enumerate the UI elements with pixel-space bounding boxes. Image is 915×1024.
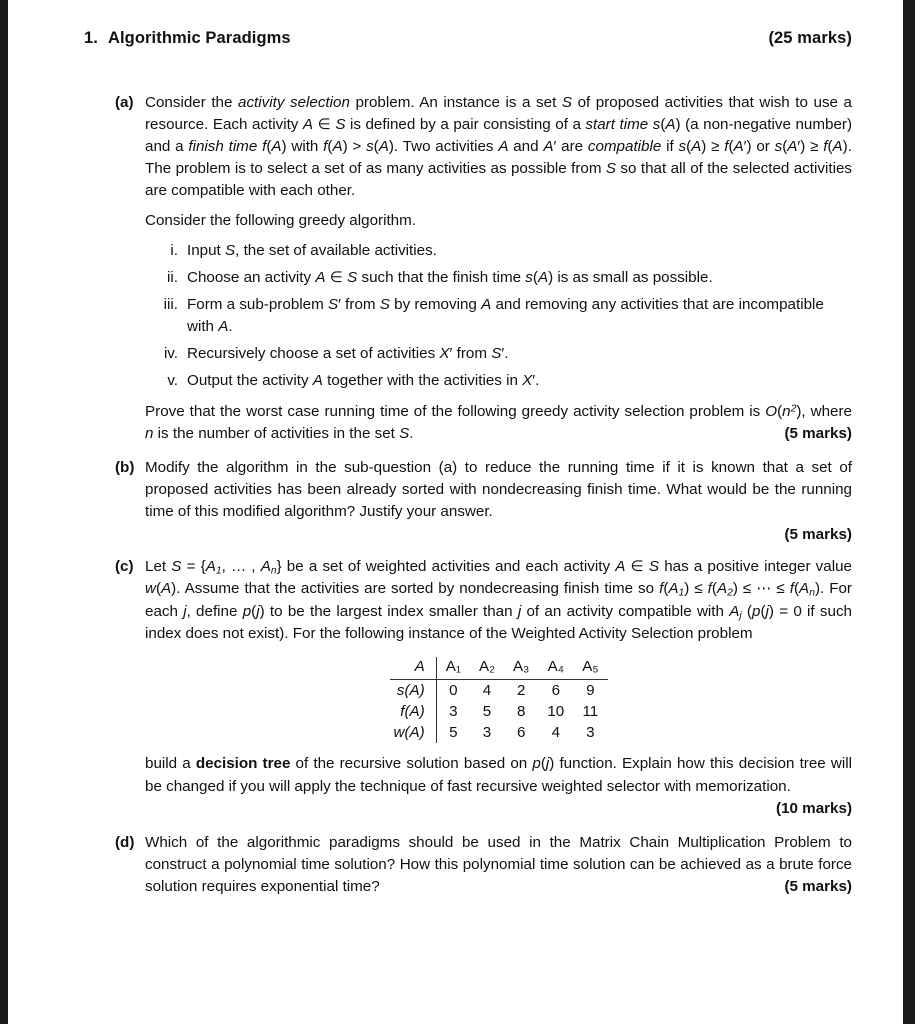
scan-edge-left [0,0,8,1024]
list-item [145,294,852,338]
scan-edge-right [903,0,915,1024]
table-col-header: A₁ [445,658,461,676]
part-a-label: (a) [115,94,134,111]
list-item [145,343,852,365]
table-cell: 2 [516,681,526,699]
table-row-label: f(A) [390,702,437,723]
table-cell: 8 [516,702,526,720]
table-cell: 3 [482,723,492,741]
step-numeral: ii. [167,268,178,286]
step-numeral: iii. [163,295,178,313]
part-a-marks: (5 marks) [784,425,852,443]
table-cell: 5 [449,723,458,741]
table-cell: 0 [449,681,458,699]
list-item [145,267,852,289]
part-d-paragraph [145,832,852,898]
part-b [115,457,852,546]
part-b-marks: (5 marks) [784,525,852,543]
table-cell: 11 [582,702,599,720]
table-cell: 6 [516,723,526,741]
table-corner-label: A [390,657,437,679]
table-cell: 4 [551,723,561,741]
list-item [145,370,852,392]
part-b-paragraph: Modify the algorithm in the sub-question (a) to reduce the running time if it is known that a set of proposed activities has been already sorted with nondecreasing finish time. What would be the running time of this modified algorithm? Justify your answer. [145,458,852,520]
step-text: Form a sub-problem S′ from S by removing A and removing any activities that are incompatible with A. [187,295,824,335]
part-a [115,92,852,446]
part-c-paragraph-1: Let $S = \{A_1$, … , $A_n$} be a set of weighted activities and each activity A ∈ S has a positive integer value w(A). Assume that the activities are sorted by nondecreasing finish time so $f(A_1) \le f(A_2)$ ≤ ⋯ ≤ $f(A_n)$. For each j, define p(j) to be the largest index smaller than j of an activity compatible with $A_j$ (p(j) = 0 if such index does not exist). For the following instance of the Weighted Activity Selection problem [145,557,852,642]
part-c-paragraph-2 [145,753,852,817]
part-c-decision-tree-text: build a decision tree of the recursive solution based on p(j) function. Explain how this decision tree will be changed if you will apply the technique of fast recursive weighted selector with memorization. [145,755,852,795]
table-row-label: s(A) [390,679,437,701]
step-text: Recursively choose a set of activities X′ from S′. [187,345,509,363]
part-a-paragraph-2: Consider the following greedy algorithm. [145,211,416,229]
step-text: Input S, the set of available activities. [187,241,437,259]
activity-table [390,657,608,743]
question-total-marks: (25 marks) [768,29,852,47]
part-c-marks: (10 marks) [776,799,852,817]
part-a-prove-text: Prove that the worst case running time of the following greedy activity selection problem is $O(n^2)$, where n is the number of activities in the set S. [145,403,852,443]
step-text: Output the activity A together with the activities in X′. [187,372,540,390]
list-item [145,240,852,262]
table-header-row [390,657,608,679]
step-numeral: v. [167,372,178,390]
table-cell: 6 [551,681,561,699]
table-row [390,702,608,723]
step-numeral: i. [170,241,178,259]
part-c-label: (c) [115,557,134,575]
table-col-header: A₃ [513,658,530,676]
table-row [390,723,608,744]
table-col-header: A₂ [478,658,496,676]
question-body [115,92,852,900]
part-d [115,832,852,898]
table-cell: 5 [482,702,492,720]
table-cell: 9 [586,681,595,699]
page-title: Algorithmic Paradigms [107,29,291,47]
part-b-label: (b) [115,458,135,476]
table-row-label: w(A) [390,723,437,744]
part-c [115,556,852,820]
table-col-header: A₄ [547,658,564,676]
step-numeral: iv. [163,345,178,363]
greedy-algorithm-steps [145,240,852,393]
part-d-text: Which of the algorithmic paradigms should be used in the Matrix Chain Multiplication Problem to construct a polynomial time solution? How this polynomial time solution can be achieved as a brute force solution requires exponential time? [145,833,852,895]
activity-table-wrapper [145,657,852,743]
part-a-paragraph-3 [145,401,852,445]
step-text: Choose an activity A ∈ S such that the finish time s(A) is as small as possible. [187,268,713,286]
part-d-marks: (5 marks) [784,877,852,895]
part-d-label: (d) [115,833,135,851]
question-header [84,29,852,48]
table-cell: 3 [586,723,595,741]
part-a-paragraph-1: Consider the activity selection problem. An instance is a set S of proposed activities that wish to use a resource. Each activity A ∈ S is defined by a pair consisting of a start time s(A) (a non-negative number) and a finish time f(A) with f(A) > s(A). Two activities A and A′ are compatible if s(A) ≥ f(A′) or s(A′) ≥ f(A). The problem is to select a set of as many activities as possible from S so that all of the selected activities are compatible with each other. [145,94,853,200]
table-cell: 3 [449,702,458,720]
table-cell: 10 [547,702,565,720]
question-number: 1. [84,29,98,47]
table-cell: 4 [482,681,492,699]
table-col-header: A₅ [582,658,599,676]
table-row [390,679,608,701]
